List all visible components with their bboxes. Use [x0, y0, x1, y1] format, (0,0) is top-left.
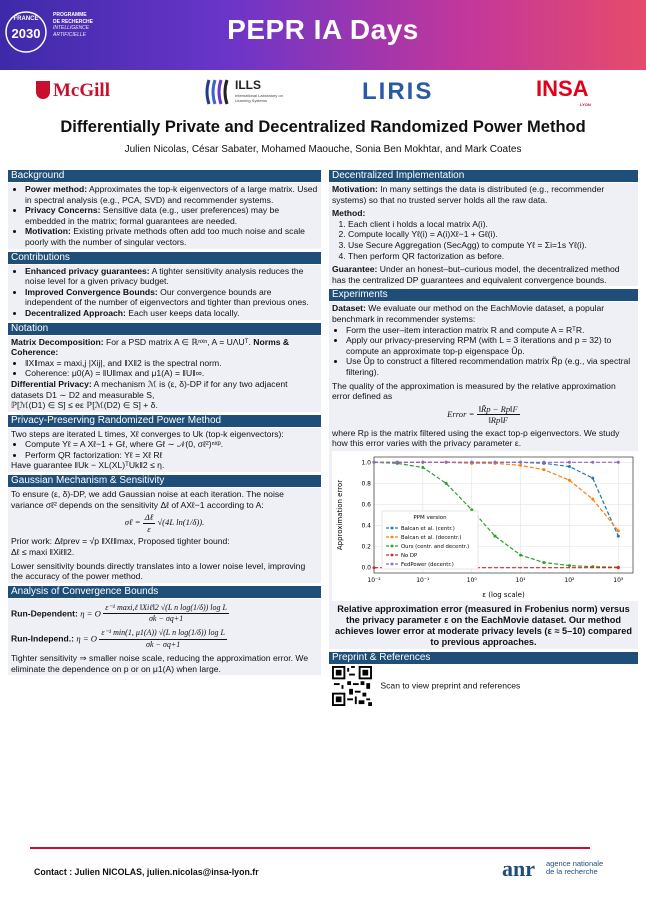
data-point	[396, 461, 399, 464]
pprpm-intro: Two steps are iterated L times, Xℓ converges to Uk (top-k eigenvectors):	[11, 428, 284, 439]
list-item: • Compute Yℓ = A Xℓ−1 + Gℓ, where Gℓ ∼ 𝒩(0, σℓ²)ⁿˣᵖ.	[25, 439, 318, 450]
proposed-bound: Δℓ ≤ maxi ‖Xiℓ‖2.	[11, 547, 75, 558]
data-point	[373, 461, 376, 464]
section-decentralized	[329, 170, 638, 286]
data-point	[542, 468, 545, 471]
legend-marker	[391, 563, 394, 566]
bound-fraction	[103, 603, 229, 625]
dataset	[332, 303, 635, 324]
section-gaussian	[8, 475, 321, 583]
section-preprint	[329, 652, 638, 707]
pprpm-guarantee: Have guarantee ‖Uk − XL(XL)ᵀUk‖2 ≤ η.	[11, 460, 165, 471]
y-axis-label: Approximation error	[336, 479, 344, 551]
item-text: In many settings the data is distributed (e.g., recommender systems) so that no trusted server holds all the raw data.	[332, 184, 605, 205]
list-item: 3. Use Secure Aggregation (SecAgg) to compute Yℓ = Σi=1s Yℓ(i).	[348, 240, 635, 251]
ills-subtitle: International Laboratory on Learning Systems	[235, 93, 283, 103]
item-bold: Guarantee:	[332, 264, 378, 275]
x-axis-label: ε (log scale)	[482, 591, 525, 600]
formula-rhs: √(4L ln(1/δ)).	[157, 517, 205, 528]
data-point	[519, 461, 522, 464]
list-item: • Use Ũp to construct a filtered recommendation matrix R̃p (e.g., via spectral filtering).	[346, 356, 635, 377]
data-point	[470, 461, 473, 464]
data-point	[542, 561, 545, 564]
insa-text: INSA	[536, 76, 589, 101]
item-text: Approximates the top-k eigenvectors of a large matrix. Used in spectral analysis (e.g., PCA, SVD) and recommender systems.	[25, 184, 318, 205]
list-item: 1. Each client i holds a local matrix A(i).	[348, 219, 635, 230]
data-point	[519, 464, 522, 467]
y-tick-label: 0.0	[361, 564, 371, 572]
section-body	[329, 183, 638, 286]
bound-num: ε⁻¹ min(1, μ1(A)) √(L n log(1/δ)) log L	[99, 628, 227, 640]
section-body	[8, 336, 321, 412]
legend-marker	[391, 536, 394, 539]
section-body	[329, 302, 638, 649]
preprint-text: Scan to view preprint and references	[380, 680, 521, 691]
data-point	[373, 566, 376, 569]
header-banner	[0, 0, 646, 70]
bound-label: Run-Independ.:	[11, 633, 75, 644]
x-tick-label: 10¹	[515, 577, 526, 585]
section-notation	[8, 323, 321, 412]
item-text: A tighter sensitivity analysis reduces the noise level for a given privacy budget.	[25, 265, 304, 287]
item-bold: Enhanced privacy guarantees:	[25, 265, 150, 276]
method-label: Method:	[332, 208, 366, 219]
legend-title: PPM version	[413, 515, 447, 522]
legend-marker	[391, 554, 394, 557]
section-heading: Gaussian Mechanism & Sensitivity	[8, 475, 321, 487]
item-text: Sensitive data (e.g., user preferences) may be embedded in the matrix; formal guarantees are needed.	[25, 205, 280, 226]
guarantee	[332, 264, 635, 285]
item-bold: Decentralized Approach:	[25, 307, 126, 318]
after-text: where Rp is the matrix filtered using the exact top-p eigenvectors. We study how this error varies with the privacy parameter ε.	[332, 427, 620, 449]
data-point	[494, 461, 497, 464]
item-text: Existing private methods often add too much noise and scale poorly with the number of singular vectors.	[25, 226, 305, 247]
section-pprpm	[8, 415, 321, 472]
section-body	[8, 265, 321, 320]
item-text: Under an honest–but–curious model, the decentralized method has the centralized DP guarantees and equivalent convergence bounds.	[332, 264, 620, 285]
item-bold: Power method:	[25, 184, 88, 194]
sigma-formula	[11, 512, 318, 534]
legend-entry: No DP	[401, 553, 418, 560]
dp-definition	[11, 379, 318, 400]
error-den: ‖Rp‖F	[488, 415, 508, 426]
x-tick-label: 10⁻¹	[416, 577, 430, 585]
matrix-decomposition	[11, 337, 318, 358]
data-point	[421, 466, 424, 469]
x-tick-label: 10⁰	[466, 577, 477, 585]
gaussian-text1: To ensure (ε, δ)-DP, we add Gaussian noise at each iteration. The noise variance σℓ² depends on the sensitivity Δℓ of AXℓ−1 according to A:	[11, 489, 284, 510]
list-item	[25, 226, 318, 247]
x-tick-label: 10²	[564, 577, 575, 585]
list-item: • Coherence: μ0(A) = ‖U‖max and μ1(A) = ‖U‖∞.	[25, 368, 318, 379]
contributions-list	[11, 266, 318, 319]
prior-work: Prior work: Δℓprev = √p ‖Xℓ‖max, Proposed tighter bound:	[11, 536, 230, 547]
ills-mark-icon	[205, 76, 233, 108]
mcgill-text: McGill	[53, 80, 110, 101]
item-text: Our convergence bounds are independent of the number of eigenvectors and tighter than previous ones.	[25, 286, 309, 308]
mcgill-crest-icon	[36, 81, 50, 99]
section-body	[8, 183, 321, 249]
france-year: 2030	[11, 26, 41, 41]
data-point	[445, 461, 448, 464]
item-text: We evaluate our method on the EachMovie dataset, a popular benchmark in recommender systems:	[332, 303, 605, 324]
legend-marker	[391, 527, 394, 530]
data-point	[542, 461, 545, 464]
data-point	[591, 477, 594, 480]
section-body	[8, 599, 321, 676]
error-chart	[332, 451, 641, 601]
x-tick-label: 10⁻²	[367, 577, 381, 585]
section-heading: Privacy-Preserving Randomized Power Method	[8, 415, 321, 427]
background-list	[11, 184, 318, 248]
run-dependent-bound	[11, 603, 318, 625]
bound-fraction	[99, 628, 227, 650]
ills-text: ILLS	[235, 78, 261, 92]
list-item	[25, 308, 318, 319]
section-heading: Decentralized Implementation	[329, 170, 638, 182]
section-experiments	[329, 289, 638, 649]
error-lhs: Error =	[447, 408, 475, 419]
legend-entry: Ours (centr. and decentr.)	[401, 544, 470, 551]
list-item	[25, 205, 318, 226]
data-point	[568, 564, 571, 567]
data-point	[617, 461, 620, 464]
program-line4: ARTIFICIELLE	[53, 31, 86, 38]
data-point	[568, 479, 571, 482]
convergence-text: Tighter sensitivity ⇒ smaller noise scale, reducing the approximation error. We eliminate the dependence on p or on μ1(A) when large.	[11, 653, 309, 674]
legend-entry: FedPower (decentr.)	[401, 562, 454, 569]
y-tick-label: 0.6	[361, 501, 371, 509]
item-bold: Improved Convergence Bounds:	[25, 286, 158, 297]
item-bold: Privacy Concerns:	[25, 205, 101, 216]
item-bold: Dataset:	[332, 303, 366, 314]
poster-authors: Julien Nicolas, César Sabater, Mohamed Maouche, Sonia Ben Mokhtar, and Mark Coates	[124, 144, 522, 155]
item-text: Each user keeps data locally.	[125, 307, 240, 318]
item-bold: Matrix Decomposition:	[11, 336, 104, 347]
error-chart-svg	[332, 451, 641, 601]
anr-logo	[502, 856, 632, 890]
partner-logos	[0, 74, 646, 114]
data-point	[568, 465, 571, 468]
legend-entry: Balcan et al. (centr.)	[401, 526, 455, 533]
item-bold: Differential Privacy:	[11, 378, 92, 389]
list-item: • Apply our privacy-preserving RPM (with L = 3 iterations and p = 32) to compute an approximate top-p eigenspace Ũp.	[346, 335, 635, 356]
anr-line1: agence nationale	[546, 859, 604, 868]
bound-label: Run-Dependent:	[11, 608, 78, 619]
footer-divider	[30, 847, 590, 849]
section-background	[8, 170, 321, 249]
anr-text: anr	[502, 856, 535, 881]
insa-lyon-text: LYON	[580, 102, 591, 107]
program-line1: PROGRAMME	[53, 12, 87, 18]
formula-den: ε	[147, 523, 151, 534]
data-point	[617, 566, 620, 569]
bound-den: σk − σq+1	[146, 639, 181, 649]
legend-entry: Balcan et al. (decentr.)	[401, 535, 462, 542]
list-item	[25, 287, 318, 308]
list-item: • Form the user–item interaction matrix R and compute A = RᵀR.	[346, 325, 635, 336]
section-heading: Preprint & References	[329, 652, 638, 664]
qr-code-icon[interactable]	[332, 666, 372, 706]
bound-den: σk − σq+1	[148, 614, 184, 624]
data-point	[421, 461, 424, 464]
formula-lhs: σℓ =	[124, 517, 141, 528]
error-fraction	[477, 404, 520, 426]
gaussian-text2: Lower sensitivity bounds directly translates into a lower noise level, improving the accuracy of the power method.	[11, 560, 306, 582]
run-independent-bound	[11, 628, 318, 650]
list-item: 4. Then perform QR factorization as before.	[348, 251, 635, 262]
data-point	[617, 529, 620, 532]
contact-info: Contact : Julien NICOLAS, julien.nicolas@insa-lyon.fr	[34, 867, 259, 877]
data-point	[591, 498, 594, 501]
motivation	[332, 184, 635, 205]
list-item	[25, 184, 318, 205]
formula-num: Δℓ	[144, 512, 154, 523]
mcgill-logo	[36, 80, 110, 102]
poster-title: Differentially Private and Decentralized Randomized Power Method	[60, 118, 586, 136]
data-point	[568, 461, 571, 464]
list-item: • ‖X‖max = maxi,j |Xij|, and ‖X‖2 is the spectral norm.	[25, 358, 318, 369]
section-contributions	[8, 252, 321, 320]
list-item	[25, 266, 318, 287]
data-point	[617, 535, 620, 538]
error-formula	[332, 404, 635, 426]
program-line3: INTELLIGENCE	[53, 25, 90, 31]
section-heading: Analysis of Convergence Bounds	[8, 586, 321, 598]
item-bold: Motivation:	[25, 226, 71, 237]
x-tick-label: 10³	[613, 577, 624, 585]
notation-list	[11, 358, 318, 379]
section-convergence	[8, 586, 321, 676]
list-item: 2. Compute locally Yℓ(i) = A(i)Xℓ−1 + Gℓ(i).	[348, 229, 635, 240]
left-column	[8, 170, 321, 678]
chart-caption: Relative approximation error (measured in Frobenius norm) versus the privacy parameter ε on the EachMovie dataset. Our method achieves lower error at moderate privacy levels (ε ≈ 5–10) compared to previous approaches.	[335, 604, 632, 648]
list-item: • Perform QR factorization: Yℓ = Xℓ Rℓ	[25, 450, 318, 461]
item-bold: Norms & Coherence:	[11, 336, 290, 358]
item-text: A mechanism ℳ is (ε, δ)-DP if for any two adjacent datasets D1 ∼ D2 and measurable S,	[11, 378, 288, 400]
section-heading: Contributions	[8, 252, 321, 264]
dp-formula: ℙ[ℳ(D1) ∈ S] ≤ eε ℙ[ℳ(D2) ∈ S] + δ.	[11, 400, 158, 411]
section-heading: Background	[8, 170, 321, 182]
method-steps	[332, 219, 635, 261]
program-line2: DE RECHERCHE	[53, 18, 94, 25]
y-tick-label: 0.8	[361, 480, 371, 488]
bound-num: ε⁻¹ maxi,ℓ ‖Xiℓ‖2 √(L n log(1/δ)) log L	[103, 603, 229, 615]
data-point	[519, 554, 522, 557]
section-heading: Experiments	[329, 289, 638, 301]
eta-prefix: η = O	[80, 608, 101, 619]
error-num: ‖R̃p − Rp‖F	[478, 403, 518, 414]
y-tick-label: 1.0	[361, 459, 371, 467]
liris-logo: LIRIS	[362, 78, 434, 105]
data-point	[591, 461, 594, 464]
section-heading: Notation	[8, 323, 321, 335]
ills-logo	[205, 76, 305, 110]
item-text: For a PSD matrix A ∈ ℝⁿˣⁿ, A = UΛUᵀ.	[103, 336, 251, 347]
y-tick-label: 0.4	[361, 522, 371, 530]
france-label: FRANCE	[13, 16, 39, 22]
section-body	[8, 488, 321, 583]
data-point	[445, 482, 448, 485]
quality-text: The quality of the approximation is measured by the relative approximation error defined as	[332, 380, 616, 402]
banner-title: PEPR IA Days	[227, 14, 419, 45]
insa-logo	[536, 76, 591, 107]
data-point	[494, 535, 497, 538]
anr-line2: de la recherche	[546, 867, 598, 876]
y-tick-label: 0.2	[361, 543, 371, 551]
eta-prefix: η = O	[76, 633, 97, 644]
anr-subtitle	[546, 860, 603, 876]
section-body	[8, 428, 321, 472]
section-body	[329, 665, 638, 707]
item-bold: Motivation:	[332, 184, 378, 194]
experiments-list	[332, 325, 635, 378]
right-column	[329, 170, 638, 710]
legend-marker	[391, 545, 394, 548]
pprpm-list	[11, 439, 318, 460]
formula-fraction	[143, 512, 156, 534]
